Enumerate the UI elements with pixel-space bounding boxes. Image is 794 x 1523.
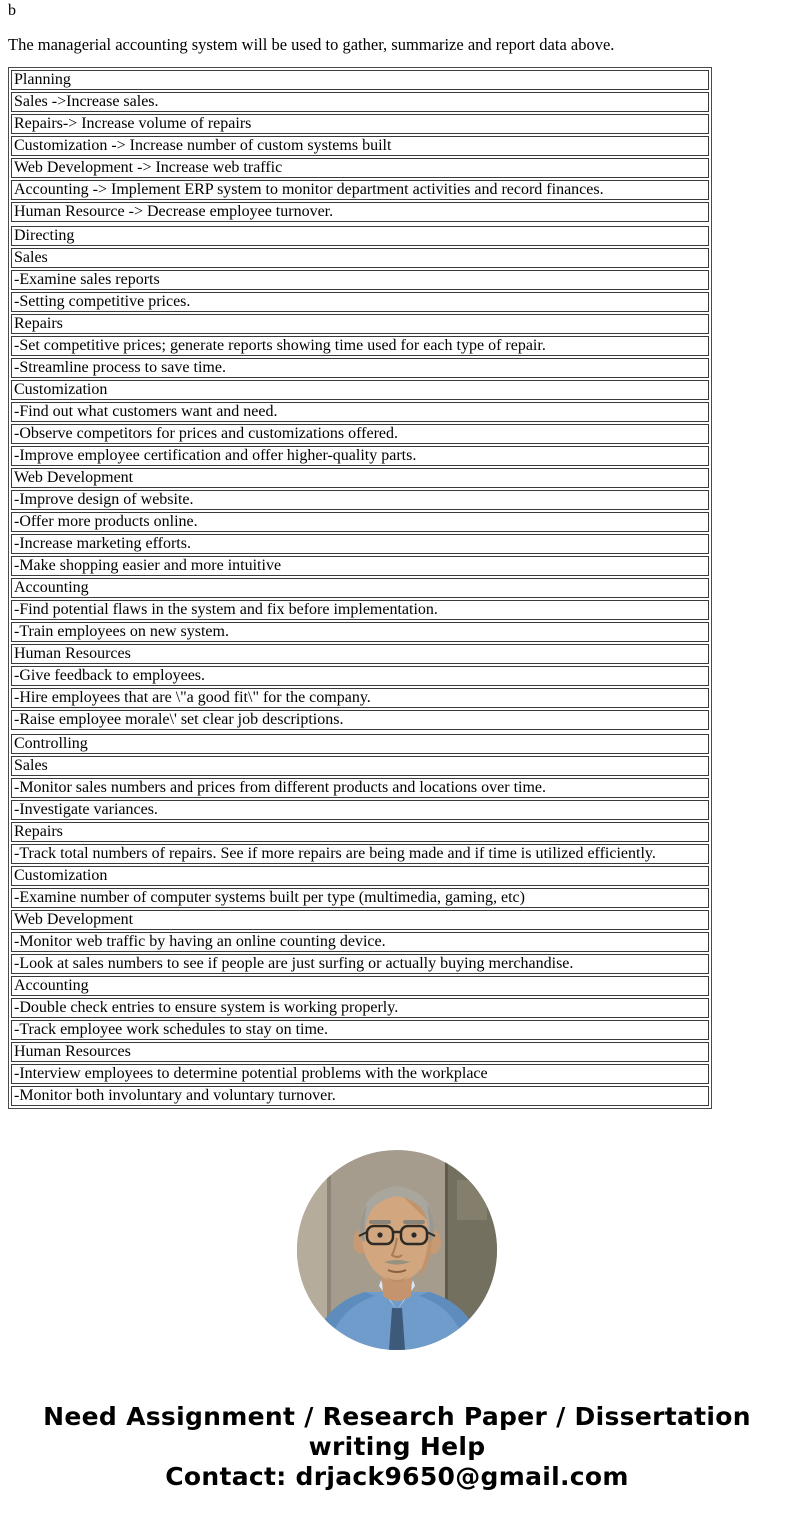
table-cell: Controlling [11,734,709,754]
table-row [11,976,709,996]
table-row [11,688,709,708]
table-cell: -Find potential flaws in the system and fix before implementation. [11,600,709,620]
table-cell: -Monitor web traffic by having an online counting device. [11,932,709,952]
table-cell: -Improve employee certification and offer higher-quality parts. [11,446,709,466]
table-row [11,954,709,974]
intro-paragraph: The managerial accounting system will be used to gather, summarize and report data above. [8,35,615,54]
table-row [11,70,709,90]
table-row [11,202,709,222]
footer-ad [0,1402,794,1492]
table-cell: -Investigate variances. [11,800,709,820]
table-cell: Customization [11,380,709,400]
table-row [11,1020,709,1040]
accounting-functions-table [8,67,712,1109]
table-row [11,336,709,356]
table-row [11,578,709,598]
table-cell: -Double check entries to ensure system is working properly. [11,998,709,1018]
table-cell: Customization -> Increase number of custom systems built [11,136,709,156]
footer-heading-line-1: Need Assignment / Research Paper / Dissertation [43,1402,751,1431]
table-row [11,180,709,200]
table-cell: Planning [11,70,709,90]
table-cell: -Examine sales reports [11,270,709,290]
table-row [11,1086,709,1106]
table-cell: Human Resource -> Decrease employee turnover. [11,202,709,222]
table-row [11,314,709,334]
table-cell: Accounting [11,976,709,996]
table-cell: -Find out what customers want and need. [11,402,709,422]
table-cell: -Track total numbers of repairs. See if more repairs are being made and if time is utilized efficiently. [11,844,709,864]
table-row [11,136,709,156]
table-row [11,600,709,620]
table-row [11,822,709,842]
table-row [11,114,709,134]
table-cell: -Make shopping easier and more intuitive [11,556,709,576]
footer-heading-line-2: writing Help [308,1432,486,1461]
table-row [11,734,709,754]
table-row [11,468,709,488]
table-row [11,270,709,290]
table-cell: -Monitor sales numbers and prices from different products and locations over time. [11,778,709,798]
table-row [11,844,709,864]
table-row [11,800,709,820]
table-cell: -Increase marketing efforts. [11,534,709,554]
table-cell: Web Development [11,910,709,930]
table-row [11,932,709,952]
table-cell: Directing [11,226,709,246]
table-cell: Web Development [11,468,709,488]
table-row [11,622,709,642]
table-cell: Repairs-> Increase volume of repairs [11,114,709,134]
planning-section-table [9,68,711,224]
table-cell: -Look at sales numbers to see if people are just surfing or actually buying merchandise. [11,954,709,974]
table-cell: Customization [11,866,709,886]
table-row [11,380,709,400]
table-row [11,490,709,510]
table-row [11,710,709,730]
table-cell: Web Development -> Increase web traffic [11,158,709,178]
table-cell: -Raise employee morale\' set clear job descriptions. [11,710,709,730]
table-row [11,756,709,776]
table-row [11,888,709,908]
table-cell: -Give feedback to employees. [11,666,709,686]
table-row [11,446,709,466]
table-cell: Repairs [11,822,709,842]
table-cell: -Track employee work schedules to stay on time. [11,1020,709,1040]
table-row [11,292,709,312]
table-cell: -Interview employees to determine potential problems with the workplace [11,1064,709,1084]
table-cell: -Train employees on new system. [11,622,709,642]
table-row [11,1064,709,1084]
table-cell: Human Resources [11,1042,709,1062]
table-cell: -Setting competitive prices. [11,292,709,312]
stray-text: b [8,2,16,19]
table-row [11,92,709,112]
table-row [11,998,709,1018]
table-row [11,358,709,378]
table-row [11,512,709,532]
table-row [11,866,709,886]
table-cell: Accounting -> Implement ERP system to monitor department activities and record finances. [11,180,709,200]
table-cell: -Monitor both involuntary and voluntary turnover. [11,1086,709,1106]
controlling-section-table [9,732,711,1108]
table-cell: Repairs [11,314,709,334]
table-row [11,644,709,664]
table-row [11,910,709,930]
table-cell: -Offer more products online. [11,512,709,532]
table-row [11,248,709,268]
table-row [11,778,709,798]
avatar-portrait-illustration [297,1150,497,1350]
table-cell: Human Resources [11,644,709,664]
directing-section-table [9,224,711,732]
table-cell: -Improve design of website. [11,490,709,510]
table-cell: -Set competitive prices; generate reports showing time used for each type of repair. [11,336,709,356]
table-cell: -Streamline process to save time. [11,358,709,378]
table-row [11,556,709,576]
footer-contact-email: Contact: drjack9650@gmail.com [165,1462,629,1491]
table-row [11,666,709,686]
table-cell: Sales ->Increase sales. [11,92,709,112]
table-cell: -Hire employees that are \"a good fit\" for the company. [11,688,709,708]
table-row [11,534,709,554]
table-row [11,1042,709,1062]
table-cell: Sales [11,756,709,776]
table-cell: -Examine number of computer systems built per type (multimedia, gaming, etc) [11,888,709,908]
table-row [11,158,709,178]
avatar [297,1150,497,1350]
table-cell: Sales [11,248,709,268]
table-cell: -Observe competitors for prices and customizations offered. [11,424,709,444]
table-row [11,226,709,246]
table-row [11,402,709,422]
table-cell: Accounting [11,578,709,598]
table-row [11,424,709,444]
